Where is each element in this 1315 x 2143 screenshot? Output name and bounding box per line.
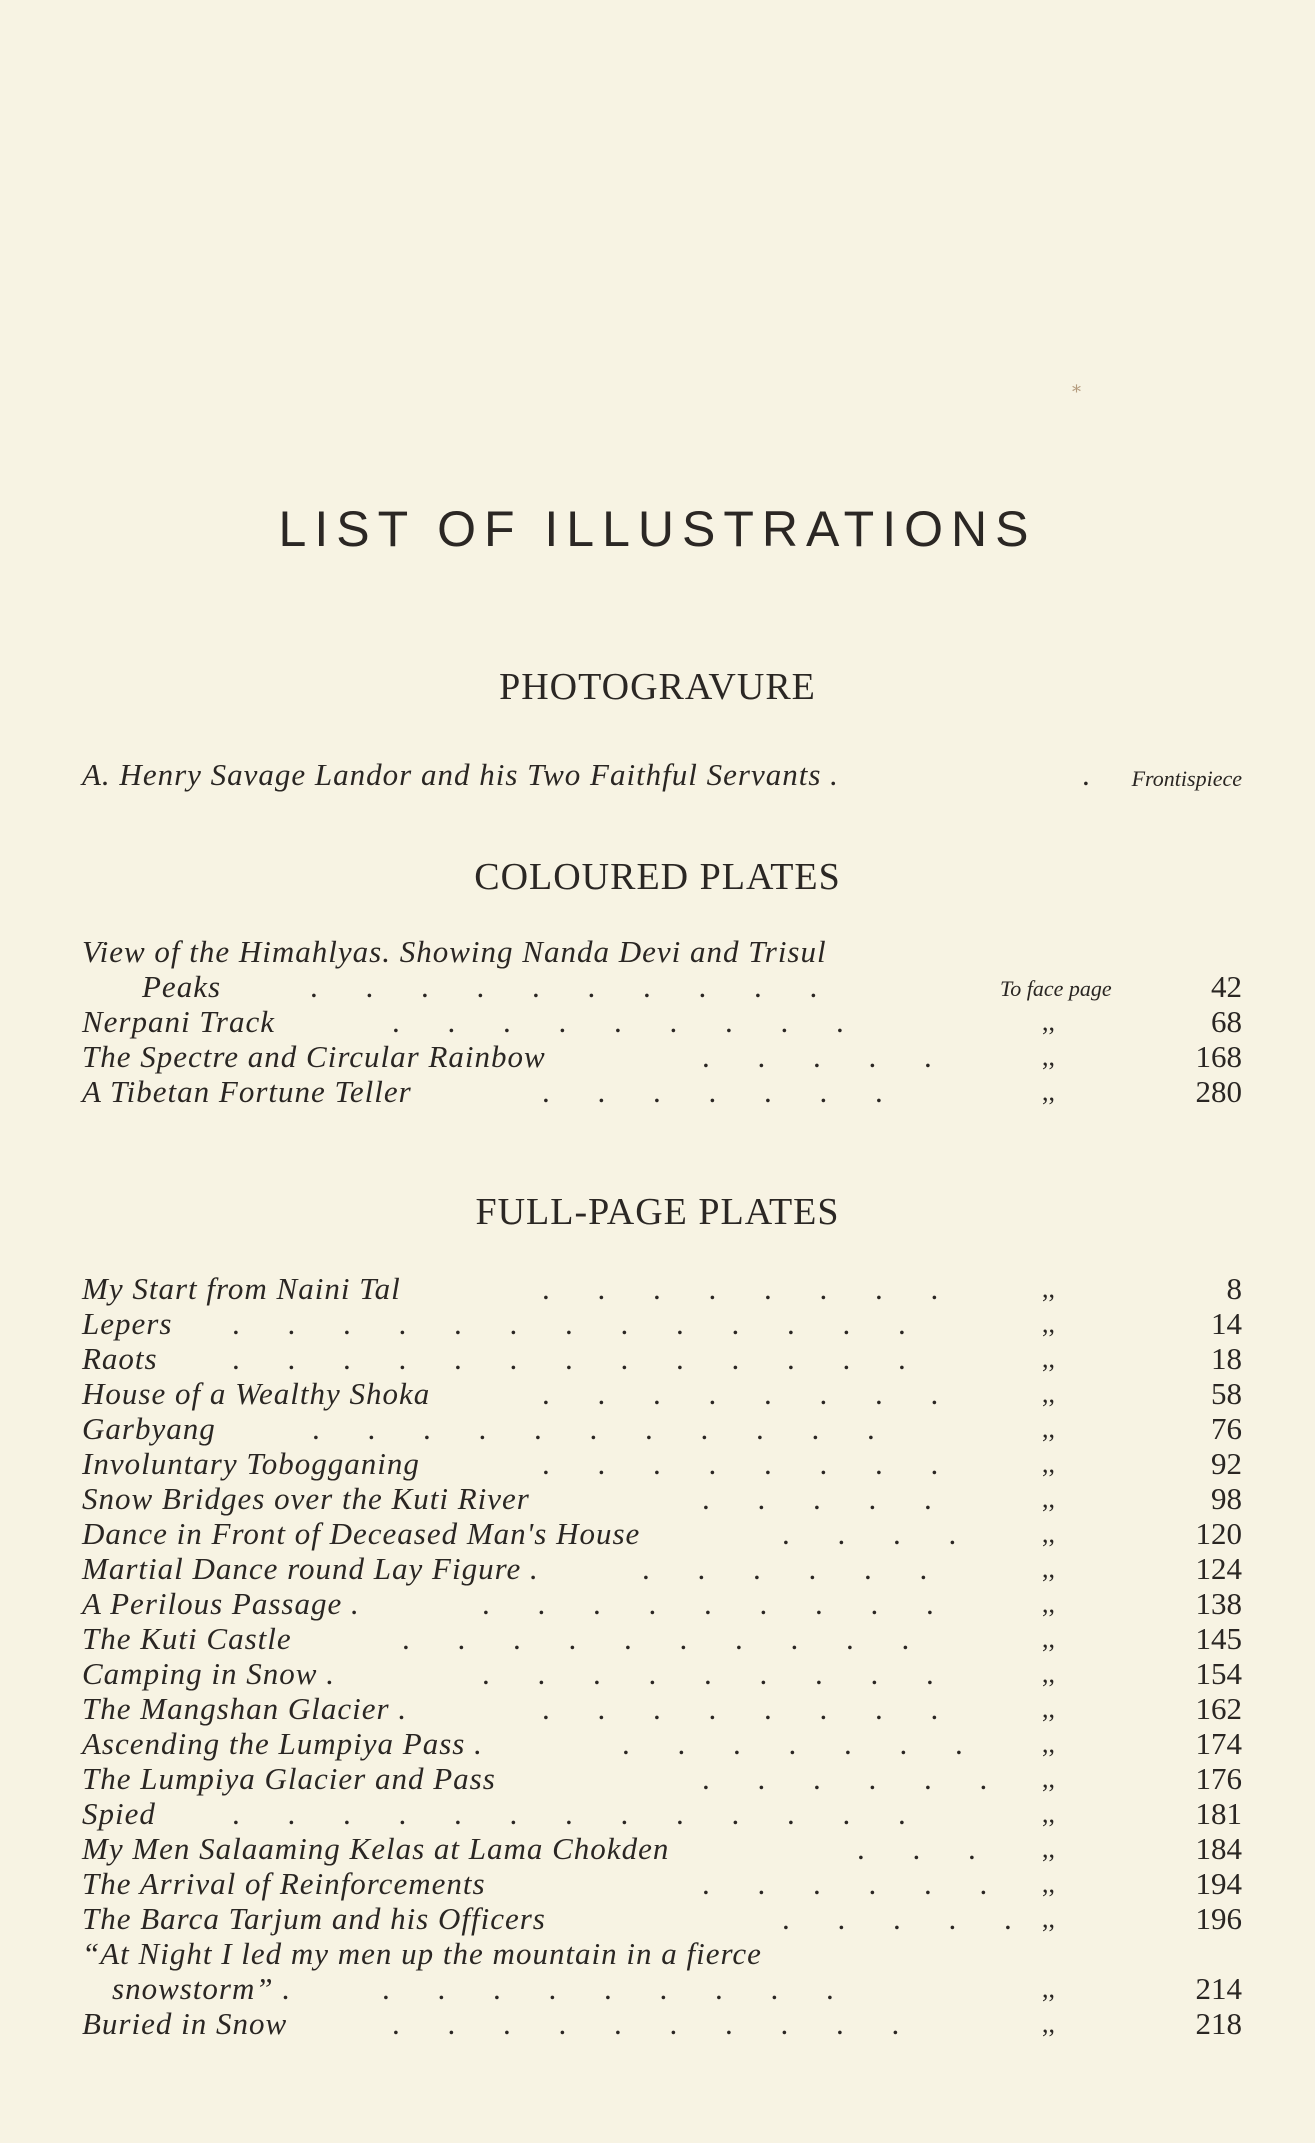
leader-dots: . . . . . . . . . . . [312,1411,895,1446]
entry-title: A Perilous Passage . [82,1586,360,1621]
entry-title: Ascending the Lumpiya Pass . [82,1726,483,1761]
fullpage-entry [82,1517,1242,1551]
page-number: 154 [1195,1656,1242,1691]
ditto-mark: ,, [1042,1729,1055,1758]
ditto-mark: ,, [1042,1904,1055,1933]
entry-title: Martial Dance round Lay Figure . [82,1551,539,1586]
fullpage-entry [82,1272,1242,1306]
leader-dots: . . . . . . . [622,1726,983,1761]
entry-title: Garbyang [82,1411,216,1446]
leader-dots: . . . . . . . . [542,1376,959,1411]
entry-title: My Start from Naini Tal [82,1271,401,1306]
page-number: 42 [1211,969,1242,1004]
ditto-mark: ,, [1042,1869,1055,1898]
leader-dots: . . . . . . . [542,1074,903,1109]
fullpage-entry [82,1797,1242,1831]
ditto-mark: ,, [1042,1274,1055,1303]
page-number: 120 [1195,1516,1242,1551]
entry-title: Nerpani Track [82,1004,275,1039]
ditto-mark: ,, [1042,1694,1055,1723]
ditto-mark: ,, [1042,1974,1055,2003]
leader-dots: . . . . . . . . . . . . . [232,1306,926,1341]
ditto-mark: ,, [1042,1007,1055,1036]
ditto-mark: ,, [1042,1449,1055,1478]
leader-dots: . . . [857,1831,996,1866]
page-number: 194 [1195,1866,1242,1901]
fullpage-entry [82,1307,1242,1341]
ditto-mark: ,, [1042,1589,1055,1618]
to-face-page-label: To face page [1000,976,1112,1001]
page-number: 18 [1211,1341,1242,1376]
page-title: LIST OF ILLUSTRATIONS [278,501,1037,557]
fullpage-entry [82,1762,1242,1796]
page-number: 214 [1195,1971,1242,2006]
fullpage-entry [82,1692,1242,1726]
page-number: 196 [1195,1901,1242,1936]
page-number: 138 [1195,1586,1242,1621]
page-number: 184 [1195,1831,1242,1866]
entry-title: A Tibetan Fortune Teller [82,1074,412,1109]
coloured-entry [82,1075,1242,1109]
leader-dots: . . . . . . [702,1761,1008,1796]
page-number: 145 [1195,1621,1242,1656]
frontispiece-label: Frontispiece [1131,766,1242,791]
fullpage-entry [82,1342,1242,1376]
fullpage-entry [82,1447,1242,1481]
leader-dots: . . . . . . . . . . . . . [232,1796,926,1831]
entry-title: Camping in Snow . [82,1656,335,1691]
page-number: 181 [1195,1796,1242,1831]
leader-dots: . . . . . [702,1481,952,1516]
page-number: 176 [1195,1761,1242,1796]
leader-dots: . . . . . . . . [542,1271,959,1306]
ditto-mark: ,, [1042,1344,1055,1373]
ditto-mark: ,, [1042,1554,1055,1583]
entry-title: Involuntary Tobogganing [82,1446,420,1481]
coloured-entry [82,970,1242,1004]
entry-title: A. Henry Savage Landor and his Two Faithful Servants . [82,757,839,792]
ditto-mark: ,, [1042,1519,1055,1548]
entry-title: The Lumpiya Glacier and Pass [82,1761,496,1796]
entry-title-continued: Peaks [142,969,222,1004]
entry-title: Raots [82,1341,158,1376]
ditto-mark: ,, [1042,1659,1055,1688]
leader-dots: . . . . . . . . [542,1691,959,1726]
entry-title: The Spectre and Circular Rainbow [82,1039,546,1074]
page-number: 14 [1211,1306,1242,1341]
page-number: 58 [1211,1376,1242,1411]
entry-title: “At Night I led my men up the mountain in a fierce [82,1936,762,1971]
fullpage-entry [82,1412,1242,1446]
ditto-mark: ,, [1042,1414,1055,1443]
leader-dots: . . . . . [782,1901,1032,1936]
entry-title: The Mangshan Glacier . [82,1691,408,1726]
fullpage-entry [82,1622,1242,1656]
entry-title: Dance in Front of Deceased Man's House [82,1516,641,1551]
entry-title-continued: snowstorm” . [112,1971,292,2006]
leader-dots: . . . . . . [642,1551,948,1586]
entry-title: The Arrival of Reinforcements [82,1866,486,1901]
entry-title: Snow Bridges over the Kuti River [82,1481,530,1516]
leader-dots: . . . . . . . . . [482,1586,954,1621]
page-number: 76 [1211,1411,1242,1446]
fullpage-entry [82,1377,1242,1411]
entry-title: My Men Salaaming Kelas at Lama Chokden [82,1831,670,1866]
fullpage-entry [82,1902,1242,1936]
leader-dots: . . . . . . . . [542,1446,959,1481]
page-number: 124 [1195,1551,1242,1586]
leader-dots: . . . . . [702,1039,952,1074]
ditto-mark: ,, [1042,1042,1055,1071]
page-number: 218 [1195,2006,1242,2041]
leader-dots: . [1082,757,1110,792]
fullpage-entry [82,2007,1242,2041]
page-number: 174 [1195,1726,1242,1761]
page-number: 68 [1211,1004,1242,1039]
leader-dots: . . . . . . . . . . [402,1621,930,1656]
fullpage-entry [82,1727,1242,1761]
fullpage-entry [82,1832,1242,1866]
fullpage-entry [82,1482,1242,1516]
ditto-mark: ,, [1042,2009,1055,2038]
page-number: 98 [1211,1481,1242,1516]
leader-dots: . . . . . . . . . [482,1656,954,1691]
entry-title: Spied [82,1796,156,1831]
entry-title: The Kuti Castle [82,1621,292,1656]
entry-title: House of a Wealthy Shoka [82,1376,431,1411]
fullpage-entry [82,1657,1242,1691]
entry-title: Buried in Snow [82,2006,288,2041]
page-number: 162 [1195,1691,1242,1726]
section-heading-coloured: COLOURED PLATES [474,856,841,898]
entry-title: The Barca Tarjum and his Officers [82,1901,546,1936]
page-number: 280 [1195,1074,1242,1109]
ditto-mark: ,, [1042,1077,1055,1106]
ditto-mark: ,, [1042,1624,1055,1653]
stray-mark: ⁎ [1072,376,1081,396]
ditto-mark: ,, [1042,1379,1055,1408]
section-heading-fullpage: FULL-PAGE PLATES [475,1191,840,1233]
fullpage-entry [82,1587,1242,1621]
coloured-entry [82,1005,1242,1039]
photogravure-entry [82,758,1242,792]
leader-dots: . . . . . . [702,1866,1008,1901]
ditto-mark: ,, [1042,1799,1055,1828]
leader-dots: . . . . . . . . . . . . . [232,1341,926,1376]
leader-dots: . . . . . . . . . [382,1971,854,2006]
leader-dots: . . . . . . . . . . [310,969,838,1004]
fullpage-entry [82,1972,1242,2006]
ditto-mark: ,, [1042,1484,1055,1513]
ditto-mark: ,, [1042,1834,1055,1863]
leader-dots: . . . . . . . . . . [392,2006,920,2041]
coloured-entry [82,1040,1242,1074]
fullpage-entry [82,1867,1242,1901]
page-number: 8 [1226,1271,1242,1306]
entry-title: Lepers [82,1306,173,1341]
fullpage-entry [82,1552,1242,1586]
entry-title: View of the Himahlyas. Showing Nanda Devi and Trisul [82,934,827,969]
leader-dots: . . . . [782,1516,977,1551]
ditto-mark: ,, [1042,1764,1055,1793]
section-heading-photogravure: PHOTOGRAVURE [499,666,816,708]
leader-dots: . . . . . . . . . [392,1004,864,1039]
page-number: 92 [1211,1446,1242,1481]
ditto-mark: ,, [1042,1309,1055,1338]
page-number: 168 [1195,1039,1242,1074]
